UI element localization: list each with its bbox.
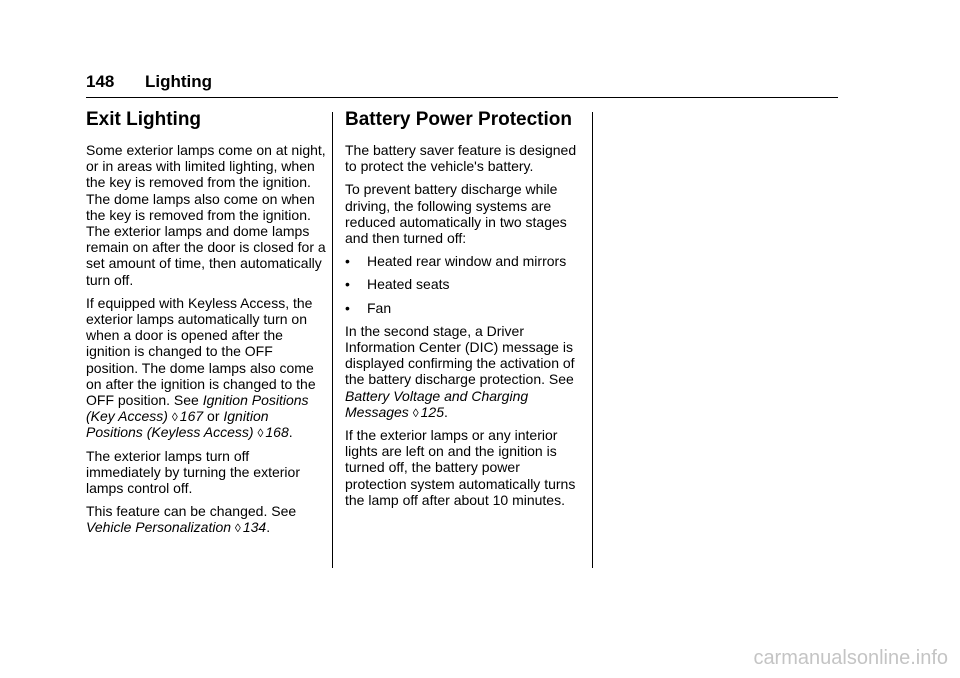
bullet-item: [345, 300, 585, 316]
cross-reference-link[interactable]: Vehicle Personalization: [86, 519, 232, 536]
period: .: [288, 424, 293, 441]
page-ref-arrow-icon: ◊: [412, 405, 419, 420]
bullet-icon: •: [345, 276, 350, 293]
paragraph-text: In the second stage, a Driver Information Center (DIC) message is displayed confirming the activation of the battery discharge protection. See: [345, 322, 575, 388]
page-reference[interactable]: 134: [242, 519, 267, 536]
page-reference[interactable]: 168: [265, 424, 289, 441]
bullet-item: [345, 276, 585, 292]
paragraph: The battery saver feature is designed to protect the vehicle's battery.: [345, 142, 577, 175]
section-title: Exit Lighting: [86, 109, 202, 130]
bullet-icon: •: [345, 253, 350, 270]
paragraph: [345, 323, 585, 420]
period: .: [266, 519, 271, 536]
conjunction: or: [207, 408, 220, 425]
paragraph: The exterior lamps turn off immediately by turning the exterior lamps control off.: [86, 447, 300, 497]
bullet-icon: •: [345, 299, 350, 316]
paragraph: Some exterior lamps come on at night, or in areas with limited lighting, when the key is removed from the ignition. The dome lamps also come on when the key is removed from the ignition. The exterior lamps and dome lamps remain on after the door is closed for a set amount of time, then automatically turn off.: [86, 142, 326, 288]
paragraph-text: This feature can be changed. See: [86, 503, 297, 520]
section-name: Lighting: [145, 72, 213, 91]
bullet-text: Heated rear window and mirrors: [367, 253, 567, 270]
page-header: [86, 72, 838, 98]
cross-reference-link[interactable]: Battery Voltage and Charging Messages: [345, 387, 529, 420]
battery-power-protection-section: [345, 108, 585, 515]
column-divider: [592, 112, 593, 568]
page-reference[interactable]: 167: [179, 408, 204, 425]
page-ref-arrow-icon: ◊: [234, 521, 241, 536]
bullet-text: Heated seats: [367, 276, 450, 293]
paragraph: [86, 295, 326, 441]
paragraph-text: If equipped with Keyless Access, the exterior lamps automatically turn on when a door is opened after the ignition is changed to the OFF position. The dome lamps also come on after the ignition is changed to the OFF position. See: [86, 294, 316, 409]
exit-lighting-section: [86, 108, 326, 543]
page-ref-arrow-icon: ◊: [257, 426, 264, 441]
column-divider: [332, 112, 333, 568]
cross-reference-link[interactable]: Ignition Positions (Key Access): [86, 392, 309, 425]
page-ref-arrow-icon: ◊: [171, 410, 178, 425]
bullet-item: [345, 253, 585, 269]
cross-reference-link[interactable]: Ignition Positions (Keyless Access): [86, 408, 269, 441]
section-title: Battery Power Protection: [345, 109, 572, 130]
page-number: 148: [86, 72, 115, 91]
bullet-text: Fan: [367, 299, 392, 316]
paragraph: If the exterior lamps or any interior lights are left on and the ignition is turned off, the battery power protection system automatically turns the lamp off after about 10 minutes.: [345, 427, 576, 508]
paragraph: To prevent battery discharge while driving, the following systems are reduced automatically in two stages and then turned off:: [345, 181, 567, 247]
page-reference[interactable]: 125: [420, 403, 444, 420]
paragraph: [86, 503, 326, 535]
watermark: carmanualsonline.info: [753, 647, 948, 669]
period: .: [444, 403, 448, 420]
